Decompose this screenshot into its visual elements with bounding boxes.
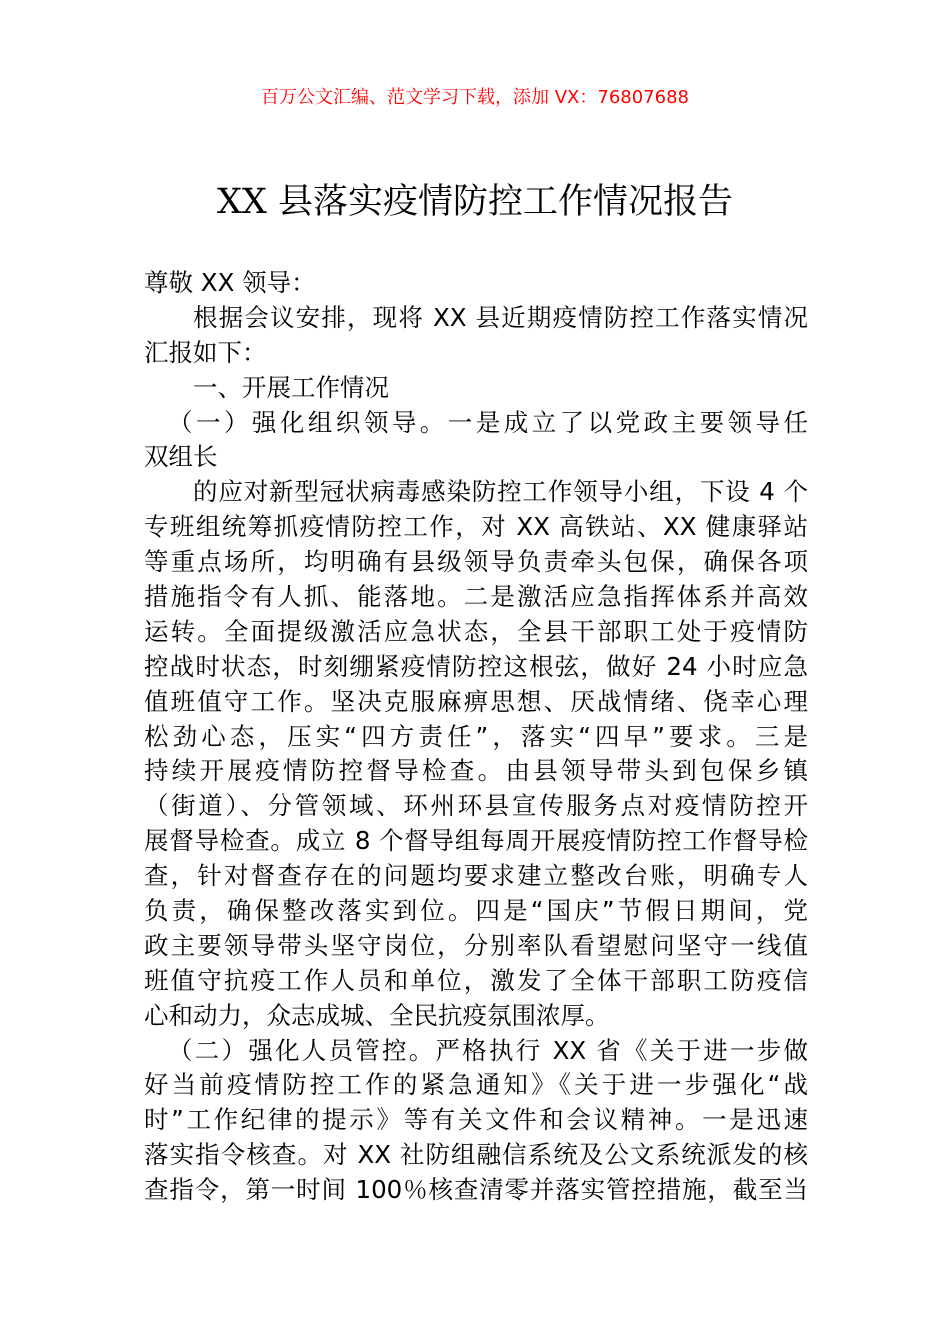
paragraph-line: 心和动力，众志成城、全民抗疫氛围浓厚。 — [144, 1000, 610, 1030]
paragraph-line: 班值守抗疫工作人员和单位，激发了全体干部职工防疫信 — [144, 965, 808, 995]
watermark-header: 百万公文汇编、范文学习下载，添加 VX：76807688 — [261, 87, 689, 108]
paragraph-line: 值班值守工作。坚决克服麻痹思想、厌战情绪、侥幸心理 — [144, 686, 808, 716]
paragraph-line: 时”工作纪律的提示》等有关文件和会议精神。一是迅速 — [144, 1105, 808, 1135]
paragraph-line: 查指令，第一时间 100％核查清零并落实管控措施，截至当 — [144, 1175, 808, 1205]
paragraph-line: （街道）、分管领域、环州环县宣传服务点对疫情防控开 — [144, 791, 808, 821]
paragraph-line: 控战时状态，时刻绷紧疫情防控这根弦，做好 24 小时应急 — [144, 651, 808, 681]
paragraph-line: 持续开展疫情防控督导检查。由县领导带头到包保乡镇 — [144, 756, 808, 786]
paragraph-line: 运转。全面提级激活应急状态，全县干部职工处于疫情防 — [144, 616, 808, 646]
paragraph-line: 好当前疫情防控工作的紧急通知》《关于进一步强化“战 — [144, 1070, 808, 1100]
paragraph-line: 等重点场所，均明确有县级领导负责牵头包保，确保各项 — [144, 547, 808, 577]
paragraph-line: 根据会议安排，现将 XX 县近期疫情防控工作落实情况 — [193, 302, 808, 332]
paragraph-line: 查，针对督查存在的问题均要求建立整改台账，明确专人 — [144, 861, 808, 891]
paragraph-line: 松劲心态，压实“四方责任”，落实“四早”要求。三是 — [144, 721, 808, 751]
paragraph-line: 专班组统筹抓疫情防控工作，对 XX 高铁站、XX 健康驿站 — [144, 512, 808, 542]
paragraph-line: （一）强化组织领导。一是成立了以党政主要领导任 — [168, 407, 808, 437]
paragraph-line: 汇报如下： — [144, 337, 267, 367]
paragraph-line: 展督导检查。成立 8 个督导组每周开展疫情防控工作督导检 — [144, 826, 808, 856]
document-body — [144, 266, 808, 1208]
salutation-line: 尊敬 XX 领导： — [144, 268, 316, 297]
paragraph-line: 双组长 — [144, 442, 218, 472]
paragraph-line: 的应对新型冠状病毒感染防控工作领导小组，下设 4 个 — [193, 477, 808, 507]
paragraph-line: 负责，确保整改落实到位。四是“国庆”节假日期间，党 — [144, 896, 808, 926]
document-title: XX 县落实疫情防控工作情况报告 — [217, 182, 733, 222]
paragraph-line: 政主要领导带头坚守岗位，分别率队看望慰问坚守一线值 — [144, 930, 808, 960]
paragraph-line: （二）强化人员管控。严格执行 XX 省《关于进一步做 — [168, 1035, 808, 1065]
paragraph-line: 落实指令核查。对 XX 社防组融信系统及公文系统派发的核 — [144, 1140, 808, 1170]
paragraph-line: 措施指令有人抓、能落地。二是激活应急指挥体系并高效 — [144, 582, 808, 612]
section-heading: 一、开展工作情况 — [193, 372, 389, 402]
